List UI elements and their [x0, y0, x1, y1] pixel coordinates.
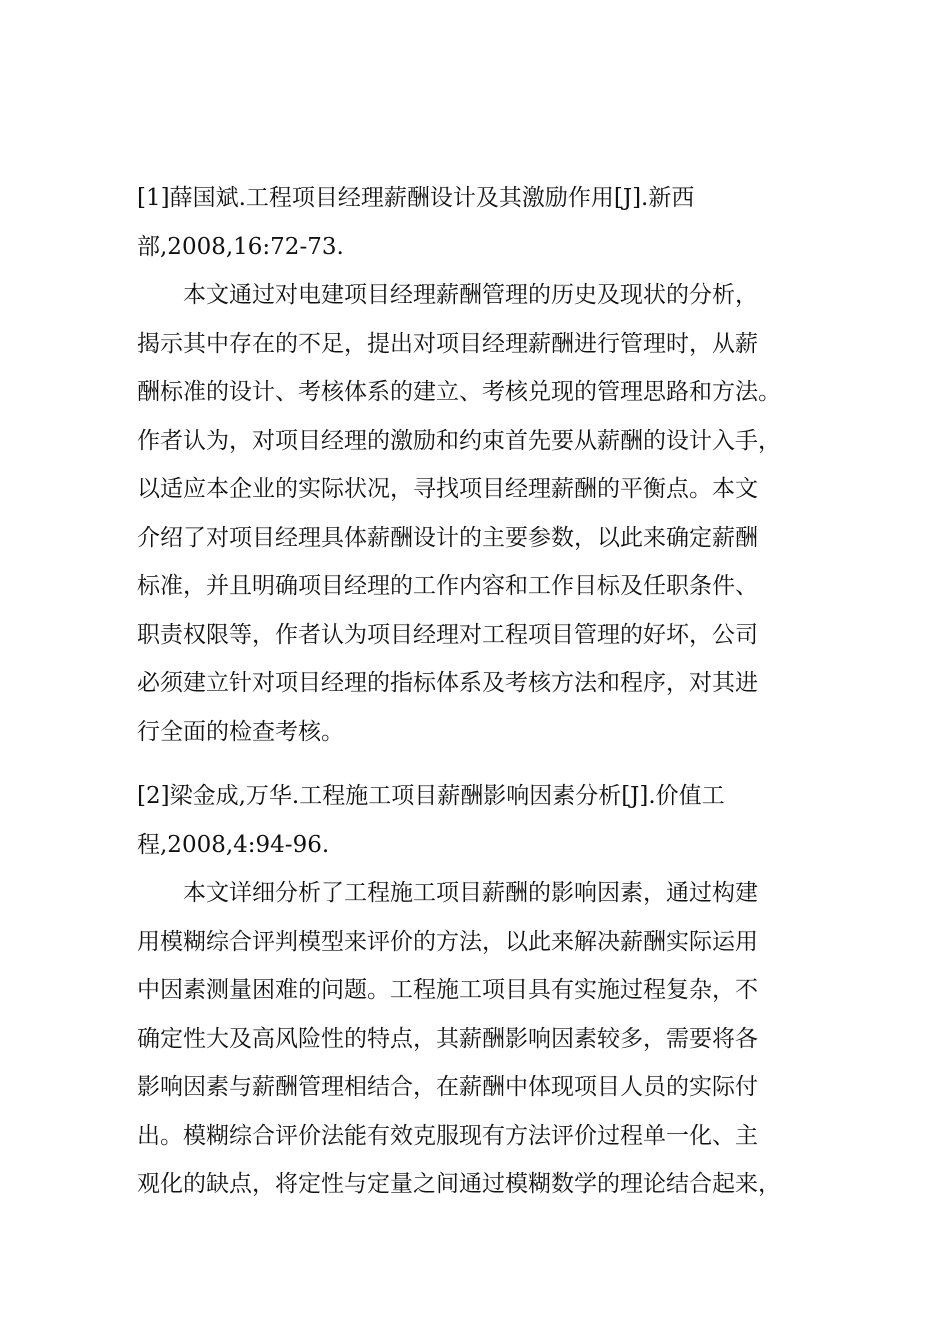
reference-1-abstract: [137, 271, 837, 756]
document-body: [137, 174, 837, 1209]
abstract-line: 中因素测量困难的问题。工程施工项目具有实施过程复杂，不: [137, 977, 758, 1003]
abstract-line: 职责权限等，作者认为项目经理对工程项目管理的好坏，公司: [137, 621, 758, 648]
abstract-line: 本文通过对电建项目经理薪酬管理的历史及现状的分析，: [183, 282, 758, 308]
abstract-line: 介绍了对项目经理具体薪酬设计的主要参数，以此来确定薪酬: [137, 524, 758, 551]
citation-line: [1]薛国斌.工程项目经理薪酬设计及其激励作用[J].新西: [137, 185, 695, 211]
abstract-line: 标准，并且明确项目经理的工作内容和工作目标及任职条件、: [137, 573, 758, 599]
abstract-line: 影响因素与薪酬管理相结合，在薪酬中体现项目人员的实际付: [137, 1074, 758, 1100]
citation-line: 部,2008,16:72-73.: [137, 233, 344, 260]
abstract-line: 行全面的检查考核。: [137, 718, 344, 745]
reference-1-citation: [137, 174, 837, 271]
abstract-line: 作者认为，对项目经理的激励和约束首先要从薪酬的设计入手，: [137, 427, 781, 454]
abstract-line: 出。模糊综合评价法能有效克服现有方法评价过程单一化、主: [137, 1122, 758, 1149]
reference-2-citation: [137, 772, 837, 869]
abstract-line: 必须建立针对项目经理的指标体系及考核方法和程序，对其进: [137, 670, 758, 696]
reference-2-abstract: [137, 869, 837, 1209]
abstract-line: 用模糊综合评判模型来评价的方法，以此来解决薪酬实际运用: [137, 928, 758, 955]
abstract-line: 确定性大及高风险性的特点，其薪酬影响因素较多，需要将各: [137, 1025, 758, 1052]
abstract-line: 揭示其中存在的不足，提出对项目经理薪酬进行管理时，从薪: [137, 330, 758, 357]
citation-line: 程,2008,4:94-96.: [137, 831, 330, 858]
citation-line: [2]梁金成,万华.工程施工项目薪酬影响因素分析[J].价值工: [137, 783, 725, 809]
abstract-line: 观化的缺点，将定性与定量之间通过模糊数学的理论结合起来，: [137, 1171, 781, 1197]
abstract-line: 酬标准的设计、考核体系的建立、考核兑现的管理思路和方法。: [137, 379, 781, 405]
abstract-line: 以适应本企业的实际状况，寻找项目经理薪酬的平衡点。本文: [137, 476, 758, 502]
paragraph-spacer: [137, 756, 837, 772]
abstract-line: 本文详细分析了工程施工项目薪酬的影响因素，通过构建: [183, 880, 758, 906]
